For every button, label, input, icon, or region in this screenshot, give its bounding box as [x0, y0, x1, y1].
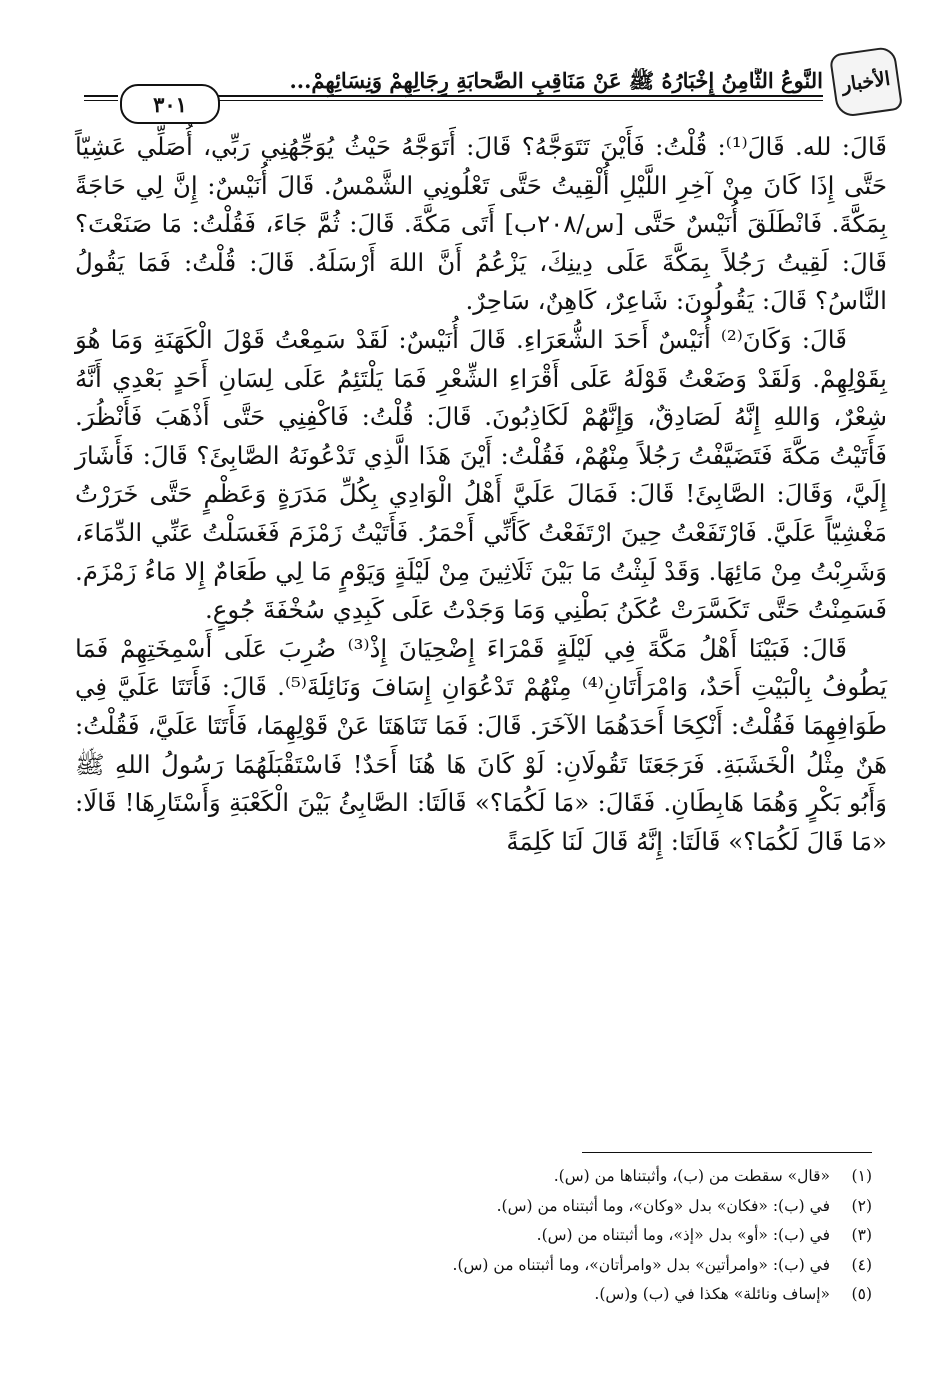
footnote-text: في (ب): «أو» بدل «إذ»، وما أثبتناه من (س).: [536, 1226, 830, 1244]
footnote-1: [172, 1162, 872, 1192]
footnote-number: (٥): [851, 1285, 872, 1303]
footnote-number: (١): [851, 1167, 872, 1185]
page-header: [70, 48, 892, 118]
footnote-3: [172, 1221, 872, 1251]
header-rule: [84, 100, 118, 101]
page-number: ٣٠١: [120, 84, 220, 124]
section-tab-label: الأخبار: [840, 67, 892, 97]
footnote-text: في (ب): «وامرأتين» بدل «وامرأتان»، وما أثبتناه من (س).: [452, 1255, 830, 1274]
paragraph-2: قَالَ: وَكَانَ⁽²⁾ أُنَيْسٌ أَحَدَ الشُّعَرَاءِ. قَالَ أُنَيْسٌ: لَقَدْ سَمِعْتُ قَوْلَ الْكَهَنَةِ وَمَا هُوَ بِقَوْلِهِمْ. وَلَقَدْ وَضَعْتُ قَوْلَهُ عَلَى أَقْرَاءِ الشِّعْرِ فَمَا يَلْتَئِمُ عَلَى لِسَانِ أَحَدٍ بَعْدِي أَنَّهُ شِعْرٌ، وَاللهِ إِنَّهُ لَصَادِقٌ، وَإِنَّهُمْ لَكَاذِبُونَ. قَالَ: قُلْتُ: فَاكْفِنِي حَتَّى أَذْهَبَ فَأَنْظُرَ. فَأَتَيْتُ مَكَّةَ فَتَضَيَّفْتُ رَجُلاً مِنْهُمْ، فَقُلْتُ: أَيْنَ هَذَا الَّذِي تَدْعُونَهُ الصَّابِئَ؟ قَالَ: فَأَشَارَ إِلَيَّ، وَقَالَ: الصَّابِئَ! قَالَ: فَمَالَ عَلَيَّ أَهْلُ الْوَادِي بِكُلِّ مَدَرَةٍ وَعَظْمٍ حَتَّى خَرَرْتُ مَغْشِيّاً عَلَيَّ. فَارْتَفَعْتُ حِينَ ارْتَفَعْتُ كَأَنِّي أَحْمَرُ. فَأَتَيْتُ زَمْزَمَ فَغَسَلْتُ عَنِّي الدِّمَاءَ، وَشَرِبْتُ مِنْ مَائِهَا. وَقَدْ لَبِثْتُ مَا بَيْنَ ثَلَاثِينَ مِنْ لَيْلَةٍ وَيَوْمٍ مَا لِي طَعَامٌ إِلا مَاءُ زَمْزَمَ. فَسَمِنْتُ حَتَّى تَكَسَّرَتْ عُكَنُ بَطْنِي وَمَا وَجَدْتُ عَلَى كَبِدِي سُخْفَةَ جُوعٍ.: [75, 324, 887, 625]
paragraph-1: قَالَ: لله. قَالَ⁽¹⁾: قُلْتُ: فَأَيْنَ تَتَوَجَّهُ؟ قَالَ: أَتَوَجَّهُ حَيْثُ يُوَجِّهُنِي رَبِّي، أُصَلِّي عَشِيّاً حَتَّى إِذَا كَانَ مِنْ آخِرِ اللَّيْلِ أُلْقِيتُ حَتَّى تَعْلُونِي الشَّمْسُ. قَالَ أُنَيْسٌ: إِنَّ لِي حَاجَةً بِمَكَّةَ. فَانْطَلَقَ أُنَيْسٌ حَتَّى [س/٢٠٨ب] أَتَى مَكَّةَ. قَالَ: ثُمَّ جَاءَ، فَقُلْتُ: مَا صَنَعْتَ؟ قَالَ: لَقِيتُ رَجُلاً بِمَكَّةَ عَلَى دِينِكَ، يَزْعُمُ أَنَّ اللهَ أَرْسَلَهُ. قَالَ: قُلْتُ: فَمَا يَقُولُ النَّاسُ؟ قَالَ: يَقُولُونَ: شَاعِرٌ، كَاهِنٌ، سَاحِرٌ.: [75, 132, 887, 316]
header-rule: [218, 100, 823, 101]
footnote-separator: [582, 1152, 872, 1153]
body-text: [75, 128, 887, 861]
footnote-text: في (ب): «فكان» بدل «وكان»، وما أثبتناه من (س).: [496, 1196, 830, 1215]
footnote-5: [172, 1280, 872, 1310]
running-head: النَّوعُ الثَّامِنُ إِخْبَارُهُ ﷺ عَنْ مَنَاقِبِ الصَّحابَةِ رِجَالِهِمْ وَنِسَائِهِمْ...: [289, 68, 823, 93]
footnote-4: [172, 1251, 872, 1281]
footnotes: [172, 1162, 872, 1310]
header-rule: [84, 95, 118, 97]
header-rule: [218, 95, 823, 97]
footnote-number: (٣): [851, 1226, 872, 1244]
footnote-number: (٤): [851, 1255, 872, 1274]
footnote-number: (٢): [851, 1196, 872, 1215]
footnote-text: «إساف ونائلة» هكذا في (ب) و(س).: [594, 1285, 830, 1303]
footnote-text: «قال» سقطت من (ب)، وأثبتناها من (س).: [553, 1167, 830, 1185]
footnote-2: [172, 1192, 872, 1222]
section-tab-badge: [829, 46, 903, 119]
paragraph-3: قَالَ: فَبَيْنَا أَهْلُ مَكَّةَ فِي لَيْلَةٍ قَمْرَاءَ إِضْحِيَانَ إِذْ⁽³⁾ ضُرِبَ عَلَى أَسْمِخَتِهِمْ فَمَا يَطُوفُ بِالْبَيْتِ أَحَدٌ، وَامْرَأَتَانِ⁽⁴⁾ مِنْهُمْ تَدْعُوَانِ إِسَافَ وَنَائِلَةَ⁽⁵⁾. قَالَ: فَأَتَتَا عَلَيَّ فِي طَوَافِهِمَا فَقُلْتُ: أَنْكِحَا أَحَدَهُمَا الآخَرَ. قَالَ: فَمَا تَنَاهَتَا عَنْ قَوْلِهِمَا، فَأَتَتَا عَلَيَّ، فَقُلْتُ: هَنٌ مِثْلُ الْخَشَبَةِ. فَرَجَعَتَا تَقُولَانِ: لَوْ كَانَ هَا هُنَا أَحَدٌ! فَاسْتَقْبَلَهُمَا رَسُولُ اللهِ ﷺ وَأَبُو بَكْرٍ وَهُمَا هَابِطَانِ. فَقَالَ: «مَا لَكُمَا؟» قَالَتَا: الصَّابِئُ بَيْنَ الْكَعْبَةِ وَأَسْتَارِهَا! قَالَا: «مَا قَالَ لَكُمَا؟» قَالَتَا: إِنَّهُ قَالَ لَنَا كَلِمَةً: [75, 633, 887, 856]
